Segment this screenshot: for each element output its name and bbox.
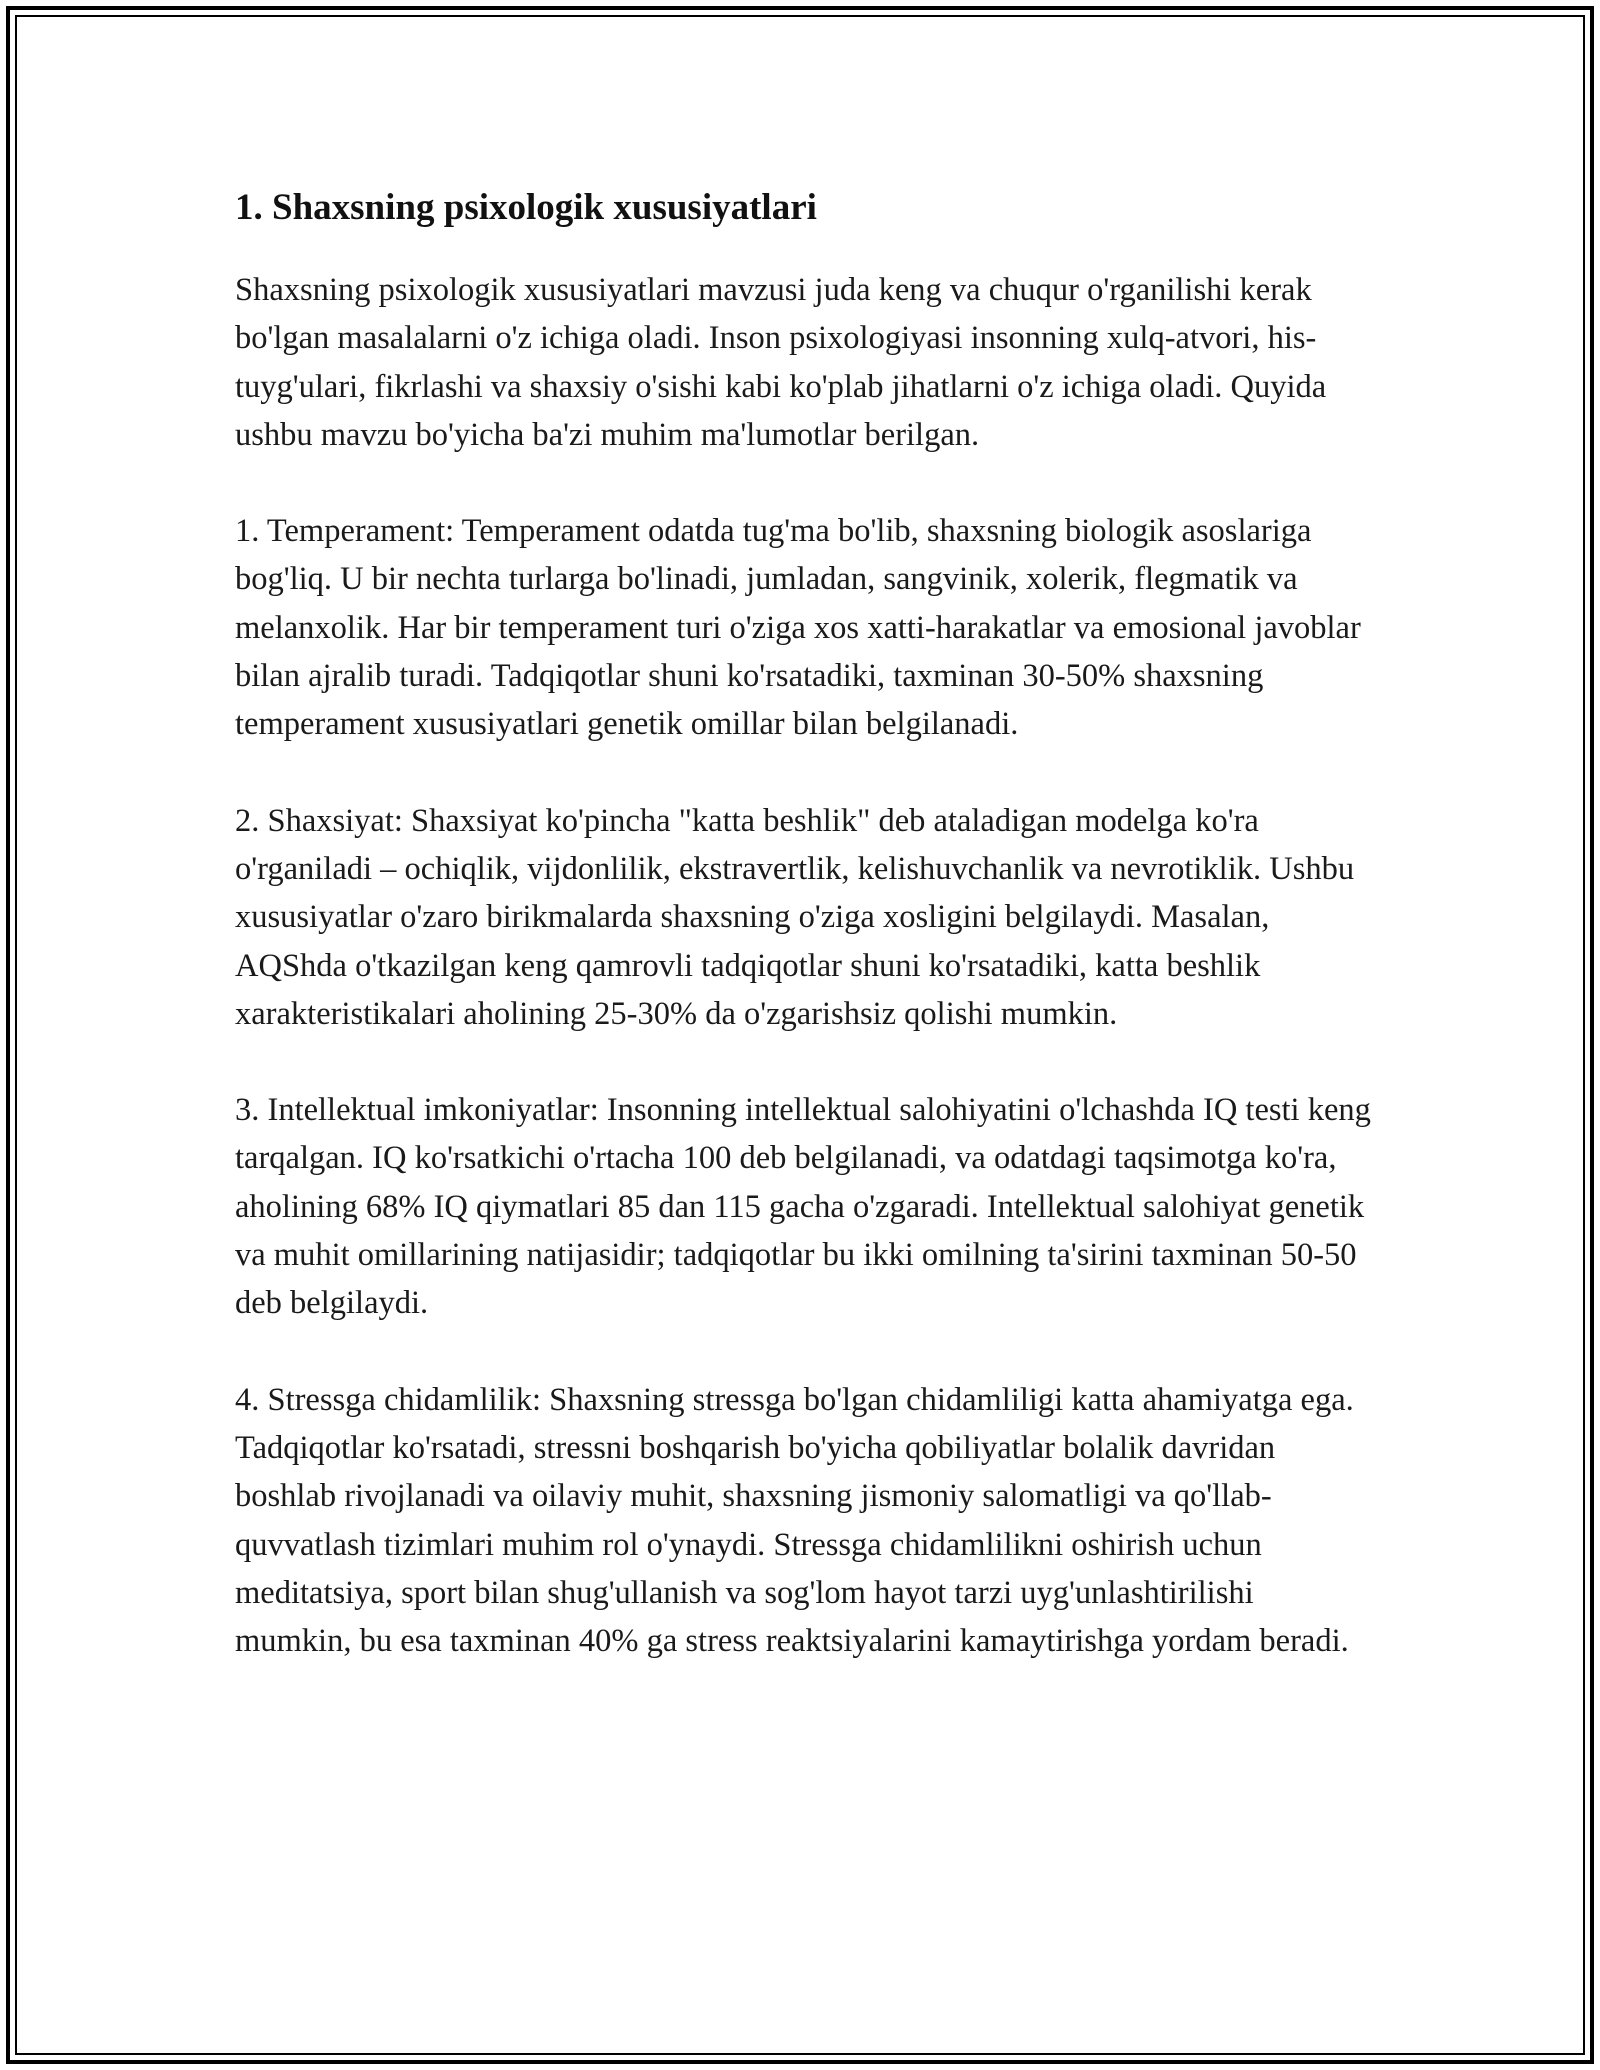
intro-paragraph: Shaxsning psixologik xususiyatlari mavzusi juda keng va chuqur o'rganilishi kerak bo'lgan masalalarni o'z ichiga oladi. Inson psixologiyasi insonning xulq-atvori, his-tuyg'ulari, fikrlashi va shaxsiy o'sishi kabi ko'plab jihatlarni o'z ichiga oladi. Quyida ushbu mavzu bo'yicha ba'zi muhim ma'lumotlar berilgan. bbox=[235, 272, 1327, 453]
stress-resilience-paragraph: 4. Stressga chidamlilik: Shaxsning stressga bo'lgan chidamliligi katta ahamiyatga ega. Tadqiqotlar ko'rsatadi, stressni boshqarish bo'yicha qobiliyatlar bolalik davridan boshlab rivojlanadi va oilaviy muhit, shaxsning jismoniy salomatligi va qo'llab-quvvatlash tizimlari muhim rol o'ynaydi. Stressga chidamlilikni oshirish uchun meditatsiya, sport bilan shug'ullanish va sog'lom hayot tarzi uyg'unlashtirilishi mumkin, bu esa taxminan 40% ga stress reaktsiyalarini kamaytirishga yordam beradi. bbox=[235, 1381, 1354, 1660]
temperament-paragraph: 1. Temperament: Temperament odatda tug'ma bo'lib, shaxsning biologik asoslariga bog'liq. U bir nechta turlarga bo'linadi, jumladan, sangvinik, xolerik, flegmatik va melanxolik. Har bir temperament turi o'ziga xos xatti-harakatlar va emosional javoblar bilan ajralib turadi. Tadqiqotlar shuni ko'rsatadiki, taxminan 30-50% shaxsning temperament xususiyatlari genetik omillar bilan belgilanadi. bbox=[235, 513, 1361, 743]
document-body bbox=[235, 186, 1375, 1713]
document-title: 1. Shaxsning psixologik xususiyatlari bbox=[235, 187, 817, 228]
intellect-paragraph: 3. Intellektual imkoniyatlar: Insonning intellektual salohiyatini o'lchashda IQ testi keng tarqalgan. IQ ko'rsatkichi o'rtacha 100 deb belgilanadi, va odatdagi taqsimotga ko'ra, aholining 68% IQ qiymatlari 85 dan 115 gacha o'zgaradi. Intellektual salohiyat genetik va muhit omillarining natijasidir; tadqiqotlar bu ikki omilning ta'sirini taxminan 50-50 deb belgilaydi. bbox=[235, 1092, 1371, 1322]
personality-paragraph: 2. Shaxsiyat: Shaxsiyat ko'pincha "katta beshlik" deb ataladigan modelga ko'ra o'rganiladi – ochiqlik, vijdonlilik, ekstravertlik, kelishuvchanlik va nevrotiklik. Ushbu xususiyatlar o'zaro birikmalarda shaxsning o'ziga xosligini belgilaydi. Masalan, AQShda o'tkazilgan keng qamrovli tadqiqotlar shuni ko'rsatadiki, katta beshlik xarakteristikalari aholining 25-30% da o'zgarishsiz qolishi mumkin. bbox=[235, 802, 1355, 1032]
